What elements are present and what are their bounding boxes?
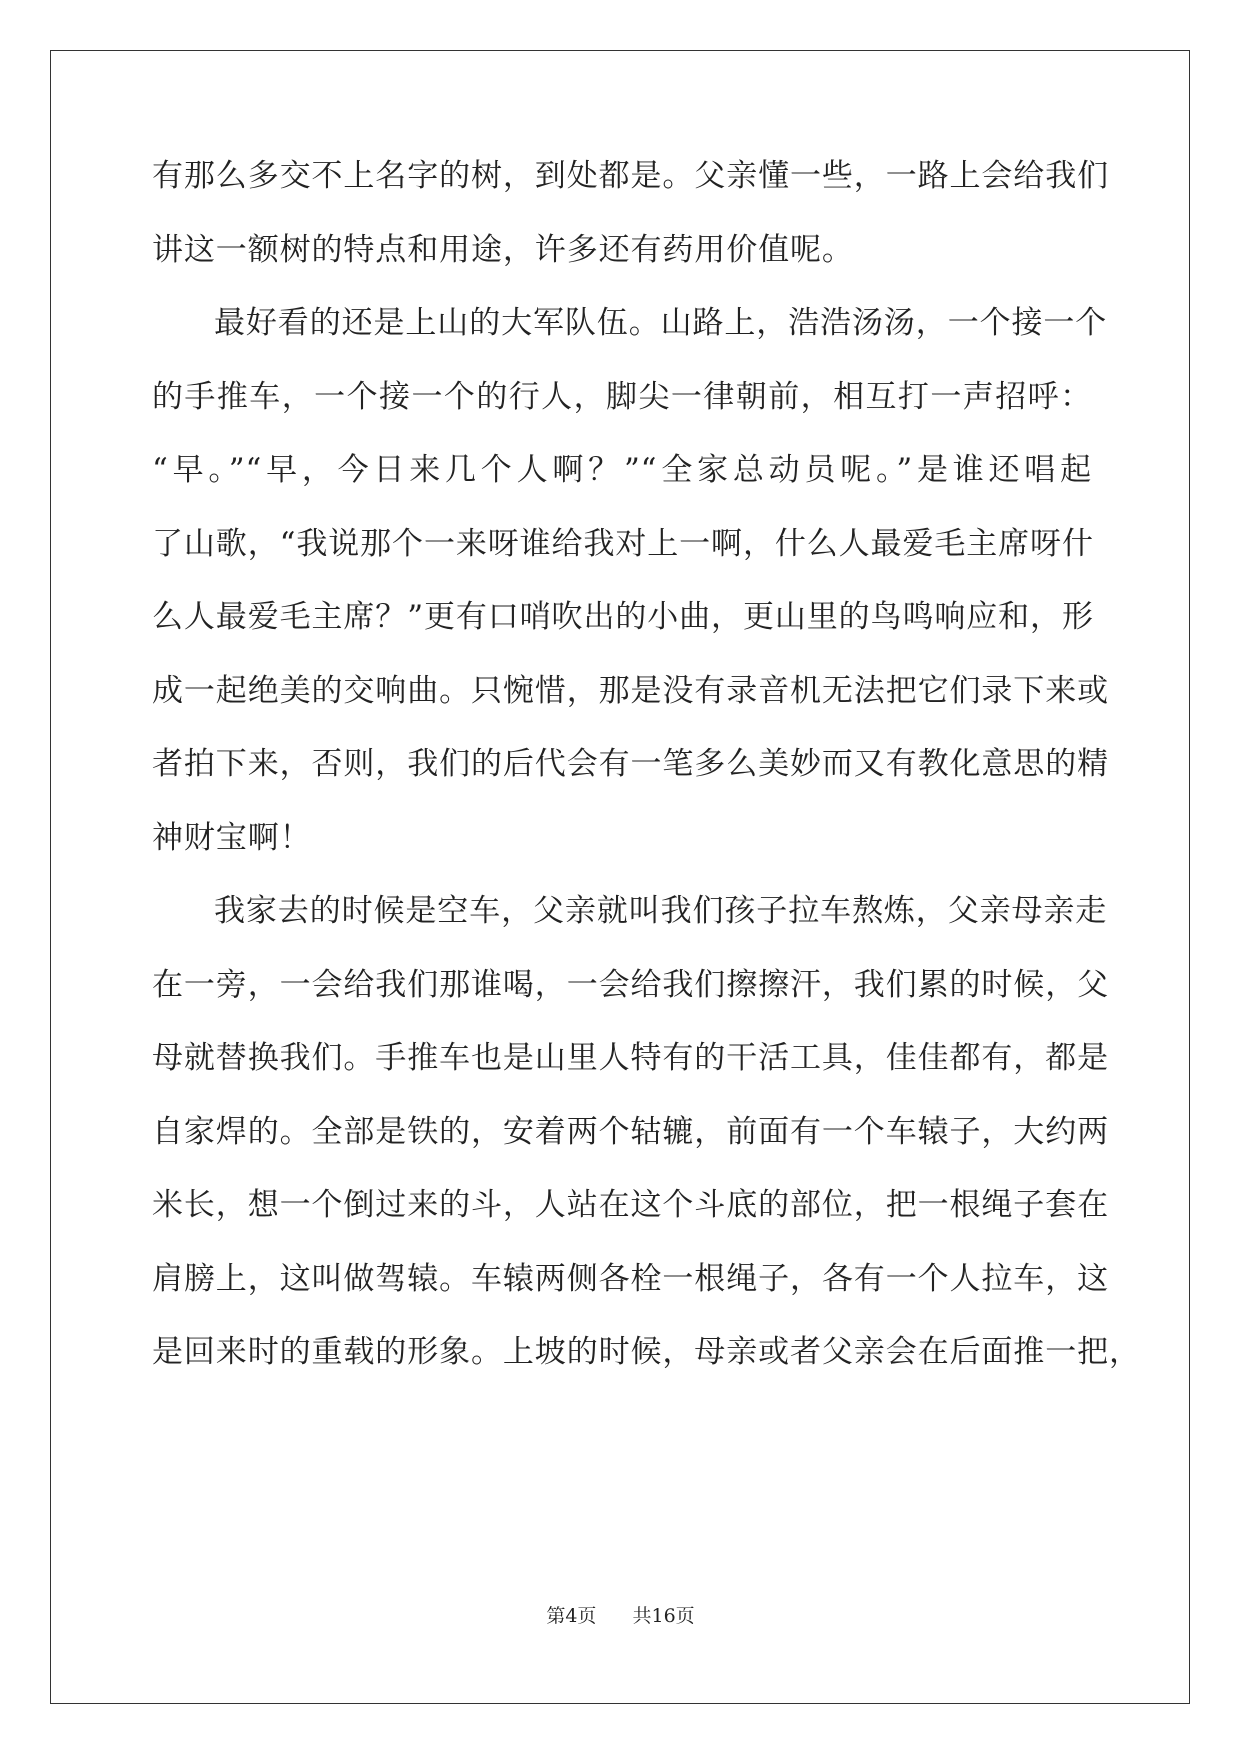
- text-line: 母就替换我们。手推车也是山里人特有的干活工具，佳佳都有，都是: [152, 1040, 1109, 1076]
- page-total: 共16页: [632, 1605, 695, 1627]
- text-line: 我家去的时候是空车，父亲就叫我们孩子拉车熬炼，父亲母亲走: [214, 893, 1108, 929]
- text-line: 神财宝啊！: [152, 819, 312, 856]
- text-line: 者拍下来，否则，我们的后代会有一笔多么美妙而又有教化意思的精: [152, 746, 1109, 782]
- text-line: 了山歌，“我说那个一来呀谁给我对上一啊，什么人最爱毛主席呀什: [152, 525, 1094, 562]
- text-line: “早。”“早，今日来几个人啊？”“全家总动员呢。”是谁还唱起: [152, 452, 1092, 488]
- text-line: 米长，想一个倒过来的斗，人站在这个斗底的部位，把一根绳子套在: [152, 1187, 1109, 1223]
- text-line: 在一旁，一会给我们那谁喝，一会给我们擦擦汗，我们累的时候，父: [152, 966, 1109, 1003]
- text-line: 讲这一额树的特点和用途，许多还有药用价值呢。: [152, 231, 854, 268]
- text-line: 的手推车，一个接一个的行人，脚尖一律朝前，相互打一声招呼：: [152, 378, 1092, 415]
- text-line: 是回来时的重载的形象。上坡的时候，母亲或者父亲会在后面推一把，: [152, 1334, 1141, 1370]
- text-line: 最好看的还是上山的大军队伍。山路上，浩浩汤汤，一个接一个: [214, 305, 1108, 341]
- page-number: 第4页: [546, 1605, 597, 1627]
- text-line: 自家焊的。全部是铁的，安着两个轱辘，前面有一个车辕子，大约两: [152, 1113, 1109, 1150]
- text-line: 有那么多交不上名字的树，到处都是。父亲懂一些，一路上会给我们: [152, 158, 1109, 194]
- text-line: 成一起绝美的交响曲。只惋惜，那是没有录音机无法把它们录下来或: [152, 672, 1109, 709]
- text-line: 么人最爱毛主席？”更有口哨吹出的小曲，更山里的鸟鸣响应和，形: [152, 599, 1094, 635]
- page-footer: [0, 1604, 1241, 1628]
- text-line: 肩膀上，这叫做驾辕。车辕两侧各栓一根绳子，各有一个人拉车，这: [152, 1260, 1109, 1297]
